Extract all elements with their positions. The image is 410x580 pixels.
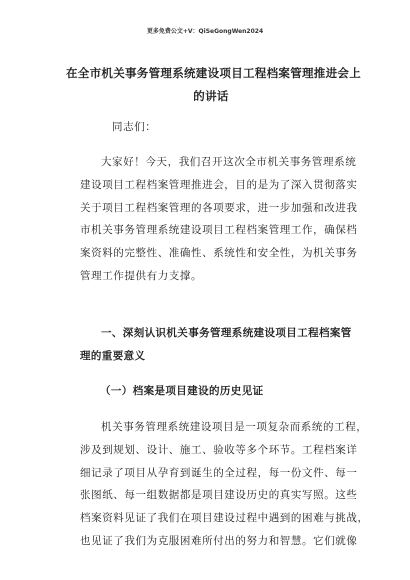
paragraph-line: 也见证了我们为克服困难所付出的努力和智慧。它们就像	[80, 534, 358, 547]
section-heading-1	[80, 322, 352, 368]
heading-line: 一、深刻认识机关事务管理系统建设项目工程档案管	[101, 327, 352, 339]
paragraph-line: 市机关事务管理系统建设项目工程档案管理工作，确保档	[80, 224, 358, 237]
paragraph-line: 涉及到规划、设计、施工、验收等多个环节。工程档案详	[80, 443, 358, 456]
paragraph-line: 关于项目工程档案管理的各项要求，进一步加强和改进我	[80, 201, 358, 214]
paragraph-line: 案资料的完整性、准确性、系统性和安全性，为机关事务	[80, 247, 358, 260]
heading-line: 理的重要意义	[80, 349, 146, 362]
document-title	[66, 62, 361, 108]
paragraph-line: 档案资料见证了我们在项目建设过程中遇到的困难与挑战，	[80, 512, 369, 525]
paragraph-intro	[80, 151, 358, 288]
paragraph-line: 大家好！今天，我们召开这次全市机关事务管理系统	[101, 156, 357, 168]
subsection-heading: （一）档案是项目建设的历史见证	[100, 385, 264, 397]
title-line-2: 的讲话	[193, 89, 229, 103]
paragraph-line: 张图纸、每一组数据都是项目建设历史的真实写照。这些	[80, 489, 358, 502]
paragraph-line: 机关事务管理系统建设项目是一项复杂而系统的工程，	[101, 421, 368, 433]
paragraph-archive	[80, 416, 369, 553]
header-note: 更多免费公文+V：QiSeGongWen2024	[146, 28, 264, 35]
title-line-1: 在全市机关事务管理系统建设项目工程档案管理推进会上	[66, 66, 361, 80]
salutation: 同志们：	[112, 121, 157, 133]
paragraph-line: 管理工作提供有力支撑。	[80, 269, 203, 282]
paragraph-line: 建设项目工程档案管理推进会，目的是为了深入贯彻落实	[80, 178, 358, 191]
paragraph-line: 细记录了项目从孕育到诞生的全过程，每一份文件、每一	[80, 466, 358, 479]
